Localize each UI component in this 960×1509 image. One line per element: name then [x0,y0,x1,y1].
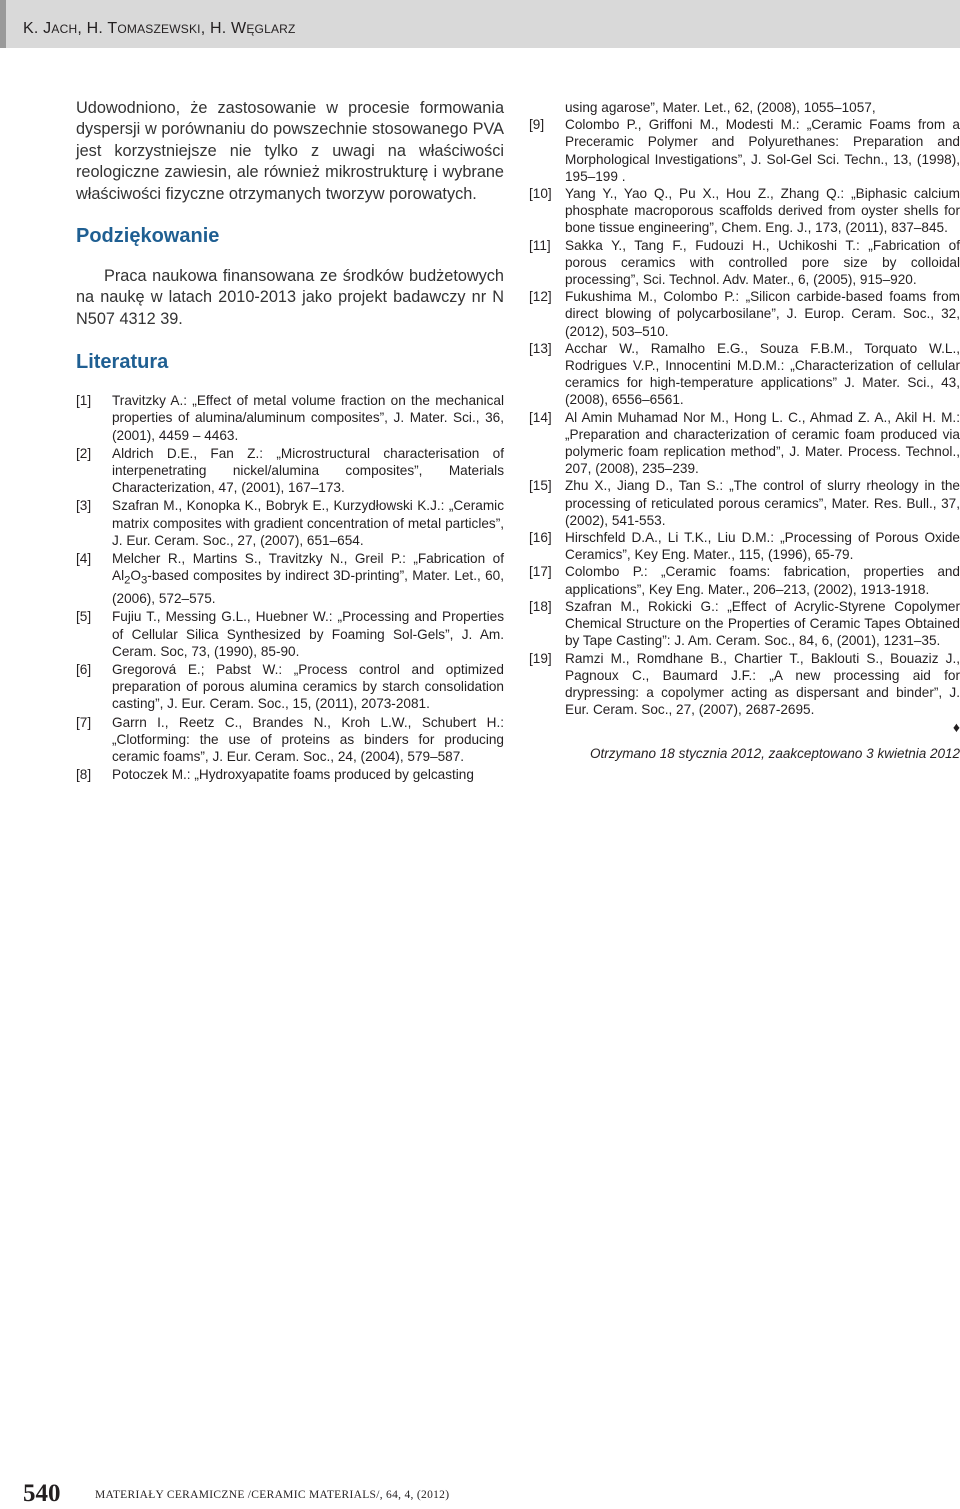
page-footer [0,1480,960,1509]
reference-item: [1] Travitzky A.: „Effect of metal volume fraction on the mechanical properties of alumina/aluminum composites”, J. Mater. Sci., 36, (2001), 4459 – 4463. [76,393,504,443]
reference-list-left [76,392,504,783]
reference-item: [17] Colombo P.: „Ceramic foams: fabrication, properties and applications”, Key Eng. Mater., 206–213, (2002), 1913-1918. [529,564,960,597]
reference-item: [13] Acchar W., Ramalho E.G., Souza F.B.M., Torquato W.L., Rodrigues V.P., Innocentini M.D.M.: „Characterization of cellular ceramics for high-temperature applications” J. Mater. Sci., 43, (2008), 6556–6561. [529,340,960,408]
reference-item: [15] Zhu X., Jiang D., Tan S.: „The control of slurry rheology in the processing of reticulated porous ceramics”, Mater. Res. Bull., 37, (2002), 541-553. [529,478,960,528]
running-head-authors: K. JACH, H. TOMASZEWSKI, H. WĘGLARZ [23,20,296,37]
header-band [0,0,960,48]
reference-item: [14] Al Amin Muhamad Nor M., Hong L. C., Ahmad Z. A., Akil H. M.: „Preparation and characterization of ceramic foam produced via polymeric foam replication method”, J. Mater. Process. Technol., 207, (2008), 235–239. [529,409,960,477]
acknowledgement-text: Praca naukowa finansowana ze środków budżetowych na naukę w latach 2010-2013 jako projekt badawczy nr N N507 4312 39. [76,267,504,328]
reference-item: [2] Aldrich D.E., Fan Z.: „Microstructural characterisation of interpenetrating nickel/alumina composites”, Materials Characterization, 47, (2001), 167–173. [76,445,504,496]
reference-list-right [529,116,960,718]
conclusion-paragraph: Udowodniono, że zastosowanie w procesie formowania dyspersji w porównaniu do powszechnie stosowanego PVA jest korzystniejsze nie tylko z uwagi na właściwości reologiczne zawiesin, ale również mikrostrukturę i wybrane właściwości fizyczne otrzymanych tworzyw porowatych. [76,99,504,203]
reference-item: [9] Colombo P., Griffoni M., Modesti M.: „Ceramic Foams from a Preceramic Polymer and Polyurethanes: Preparation and Morphological Investigations”, J. Sol-Gel Sci. Techn., 13, (1998), 195–199 . [529,117,960,184]
received-accepted-note: Otrzymano 18 stycznia 2012, zaakceptowano 3 kwietnia 2012 [590,746,960,762]
acknowledgement-heading: Podziękowanie [76,225,220,248]
reference-item: [4] Melcher R., Martins S., Travitzky N., Greil P.: „Fabrication of $Al_2O_3$-based composites by indirect 3D-printing”, Mater. Let., 60, (2006), 572–575. [76,551,504,607]
reference-item: [8] Potoczek M.: „Hydroxyapatite foams produced by gelcasting [76,767,474,783]
reference-item: [5] Fujiu T., Messing G.L., Huebner W.: „Processing and Properties of Cellular Silica Synthesized by Foaming Sol-Gels”, J. Am. Ceram. Soc, 73, (1990), 85-90. [76,609,504,659]
reference-item: [18] Szafran M., Rokicki G.: „Effect of Acrylic-Styrene Copolymer Chemical Structure on the Properties of Ceramic Tapes Obtained by Tape Casting”: J. Am. Ceram. Soc., 84, 6, (2001), 1231–35. [529,598,960,649]
reference-item: [16] Hirschfeld D.A., Li T.K., Liu D.M.: „Processing of Porous Oxide Ceramics”, Key Eng. Mater., 115, (1996), 65-79. [529,530,960,563]
end-of-article-mark: ♦ [952,719,960,736]
reference-item: [7] Garrn I., Reetz C., Brandes N., Kroh L.W., Schubert H.: „Clotforming: the use of proteins as binders for producing ceramic foams”, J. Eur. Ceram. Soc., 24, (2004), 579–587. [76,714,504,765]
header-band-edge [0,0,6,48]
left-column [76,98,504,783]
journal-name: MATERIAŁY CERAMICZNE /CERAMIC MATERIALS/, 64, 4, (2012) [95,1489,450,1501]
page-number: 540 [23,1480,61,1507]
literature-heading: Literatura [76,351,169,374]
reference-continuation: using agarose”, Mater. Let., 62, (2008), 1055–1057, [565,100,876,115]
reference-item: [19] Ramzi M., Romdhane B., Chartier T., Baklouti S., Bouaziz J., Pagnoux C., Baumard J.F.: „A new processing aid for drypressing: a copolymer acting as dispersant and binder”, J. Eur. Ceram. Soc., 27, (2007), 2687-2695. [529,650,960,718]
reference-item: [12] Fukushima M., Colombo P.: „Silicon carbide-based foams from direct blowing of polycarbosilane”, J. Europ. Ceram. Soc., 32, (2012), 503–510. [529,289,960,339]
reference-item: [11] Sakka Y., Tang F., Fudouzi H., Uchikoshi T.: „Fabrication of porous ceramics with controlled pore size by colloidal processing”, Sci. Technol. Adv. Mater., 6, (2005), 915–920. [529,237,960,288]
reference-item: [3] Szafran M., Konopka K., Bobryk E., Kurzydłowski K.J.: „Ceramic matrix composites with gradient concentration of metal particles”, J. Eur. Ceram. Soc., 27, (2007), 651–654. [76,498,504,548]
reference-item: [6] Gregorová E.; Pabst W.: „Process control and optimized preparation of porous alumina ceramics by starch consolidation casting”, J. Eur. Ceram. Soc., 15, (2011), 2073-2081. [76,662,504,712]
right-column [529,99,960,761]
reference-item: [10] Yang Y., Yao Q., Pu X., Hou Z., Zhang Q.: „Biphasic calcium phosphate macroporous scaffolds derived from oyster shells for bone tissue engineering”, Chem. Eng. J., 173, (2011), 837–845. [529,186,960,236]
